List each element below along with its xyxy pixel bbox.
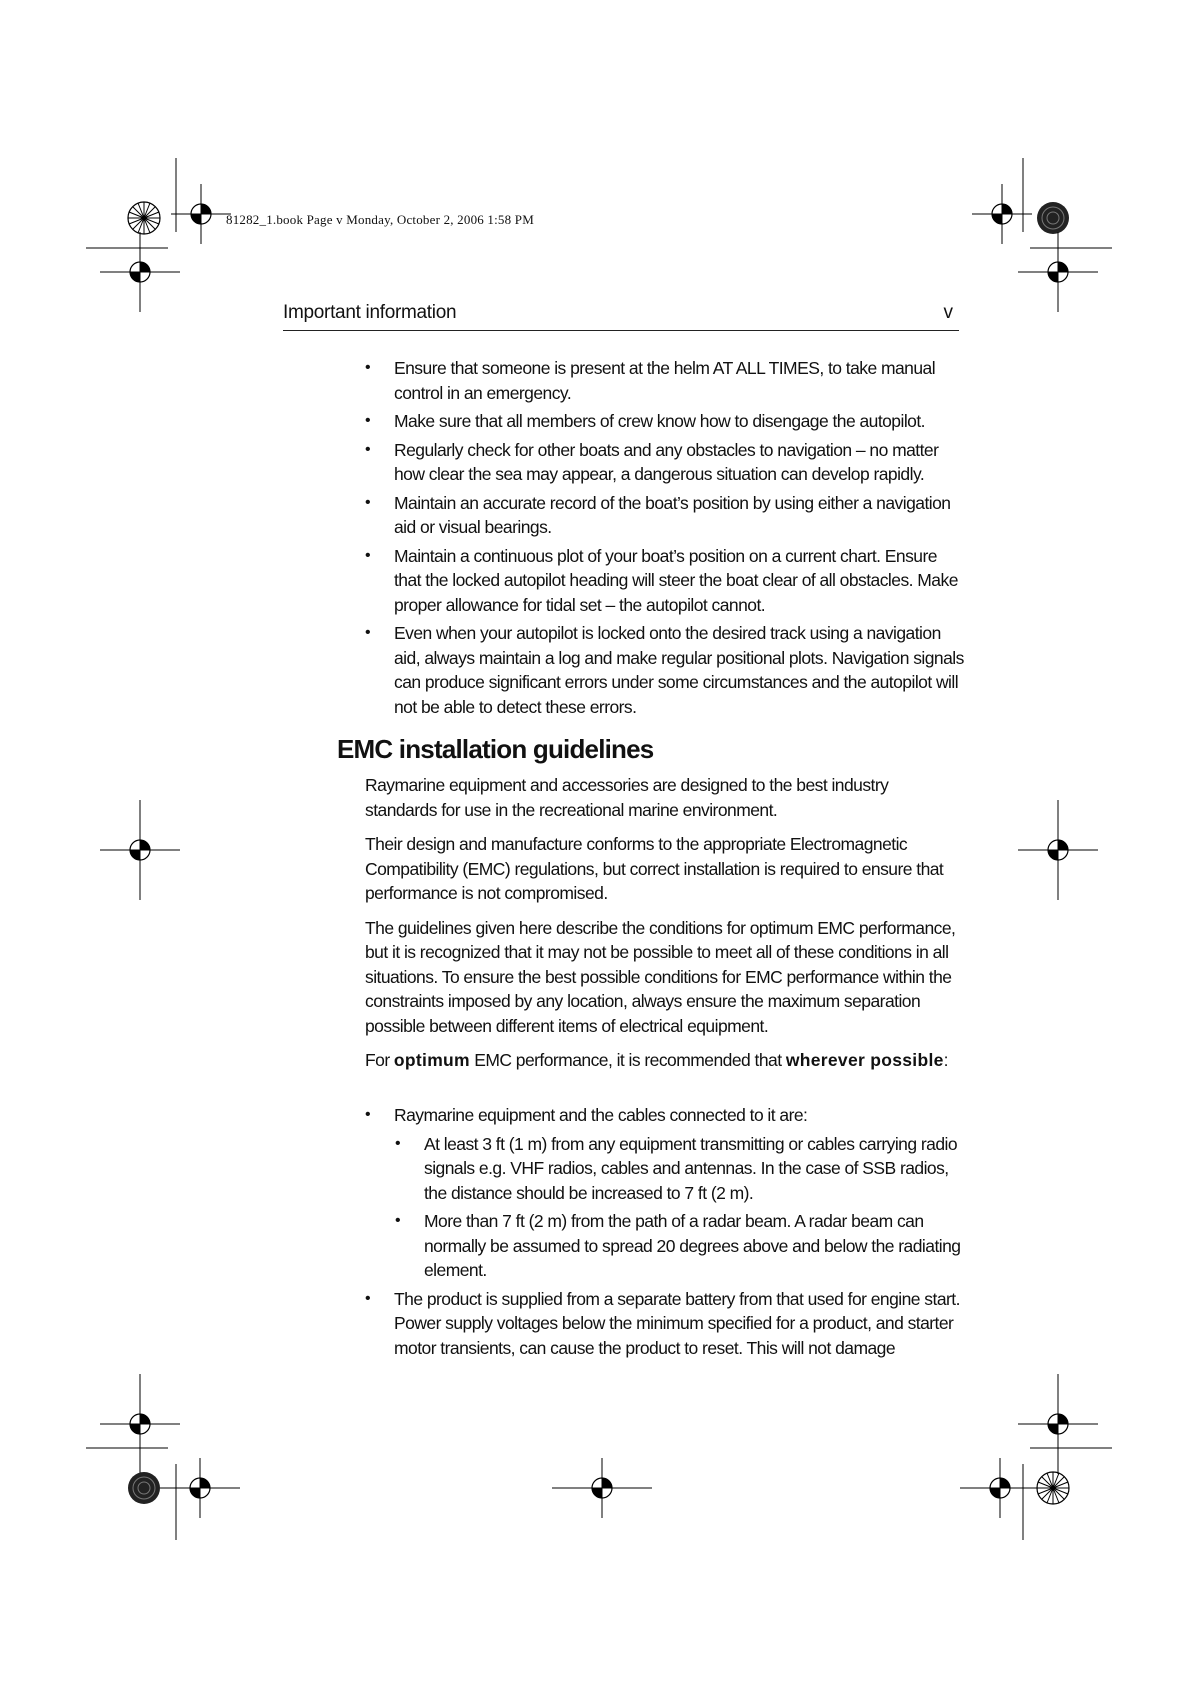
registration-mark-upper-right	[1018, 232, 1098, 312]
bullet-icon: •	[365, 1289, 371, 1307]
starburst-mark-top-left	[126, 200, 162, 236]
bullet-icon: •	[395, 1212, 401, 1229]
recommend-bold-optimum: optimum	[393, 1050, 470, 1070]
bullet-icon: •	[365, 624, 371, 641]
list-item	[364, 438, 964, 487]
registration-mark-bottom-left	[160, 1458, 240, 1518]
emc-body	[365, 773, 963, 1083]
sub-list	[394, 1132, 964, 1283]
safety-bullet-list	[364, 356, 964, 723]
recommend-middle: EMC performance, it is recommended that	[469, 1050, 786, 1070]
registration-mark-upper-left	[100, 232, 180, 312]
bullet-icon: •	[365, 440, 371, 458]
list-item	[364, 544, 964, 618]
section-heading: EMC installation guidelines	[337, 734, 654, 764]
bullet-icon: •	[365, 412, 371, 429]
page-number: v	[943, 302, 953, 323]
list-item-text: Ensure that someone is present at the helm AT ALL TIMES, to take manual control in an emergency.	[394, 358, 936, 403]
bullet-icon: •	[365, 1106, 371, 1123]
recommend-bold-wherever: wherever possible	[785, 1050, 944, 1070]
list-item	[364, 1103, 964, 1283]
sub-list-item	[394, 1209, 964, 1283]
registration-mark-bottom-right	[960, 1458, 1040, 1518]
bullet-icon: •	[395, 1134, 401, 1152]
list-item-text: Even when your autopilot is locked onto the desired track using a navigation aid, always maintain a log and make regular positional plots. Navigation signals can produce significant errors under some circumstances and the autopilot will not be able to detect these errors.	[394, 623, 964, 717]
list-item-text: Make sure that all members of crew know how to disengage the autopilot.	[394, 411, 925, 431]
running-header-title: Important information	[283, 302, 457, 323]
dark-disc-mark-bottom-left	[126, 1470, 162, 1506]
registration-mark-mid-right	[1018, 800, 1098, 900]
list-item	[364, 491, 964, 540]
bullet-icon: •	[365, 546, 371, 564]
pdf-meta-line: 81282_1.book Page v Monday, October 2, 2006 1:58 PM	[226, 212, 534, 227]
sub-list-item-text: At least 3 ft (1 m) from any equipment transmitting or cables carrying radio signals e.g. VHF radios, cables and antennas. In the case of SSB radios, the distance should be increased to 7 ft (2 m).	[424, 1133, 958, 1203]
registration-mark-top-left	[171, 184, 231, 244]
sub-list-item-text: More than 7 ft (2 m) from the path of a radar beam. A radar beam can normally be assumed to spread 20 degrees above and below the radiating element.	[424, 1211, 961, 1280]
paragraph: The guidelines given here describe the conditions for optimum EMC performance, but it is recognized that it may not be possible to meet all of these conditions in all situations. To ensure the best possible conditions for EMC performance within the constraints imposed by any location, always ensure the maximum separation possible between different items of electrical equipment.	[365, 917, 956, 1036]
starburst-mark-bottom-right	[1035, 1470, 1071, 1506]
emc-bullet-list	[364, 1103, 964, 1364]
list-item-text: Regularly check for other boats and any obstacles to navigation – no matter how clear the sea may appear, a dangerous situation can develop rapidly.	[394, 439, 939, 484]
list-item	[364, 1287, 964, 1361]
bullet-icon: •	[365, 359, 371, 376]
list-item-text: The product is supplied from a separate battery from that used for engine start. Power supply voltages below the minimum specified for a product, and starter motor transients, can cause the product to reset. This will not damage	[394, 1288, 960, 1358]
sub-list-item	[394, 1132, 964, 1206]
running-header	[283, 302, 959, 331]
list-item	[364, 356, 964, 405]
dark-disc-mark-top-right	[1035, 200, 1071, 236]
list-item-text: Maintain an accurate record of the boat’s position by using either a navigation aid or visual bearings.	[394, 492, 951, 537]
recommendation-paragraph	[365, 1048, 963, 1073]
recommend-prefix: For	[365, 1050, 394, 1070]
paragraph: Their design and manufacture conforms to the appropriate Electromagnetic Compatibility (EMC) regulations, but correct installation is required to ensure that performance is not compromised.	[365, 834, 944, 903]
paragraph: Raymarine equipment and accessories are designed to the best industry standards for use in the recreational marine environment.	[365, 775, 889, 820]
list-item	[364, 409, 964, 434]
list-item	[364, 621, 964, 719]
registration-mark-bottom-center	[552, 1458, 652, 1518]
list-item-text: Raymarine equipment and the cables connected to it are:	[394, 1105, 808, 1125]
registration-mark-mid-left	[100, 800, 180, 900]
recommend-suffix: :	[943, 1050, 948, 1070]
list-item-text: Maintain a continuous plot of your boat’s position on a current chart. Ensure that the locked autopilot heading will steer the boat clear of all obstacles. Make proper allowance for tidal set – the autopilot cannot.	[394, 545, 958, 615]
bullet-icon: •	[365, 493, 371, 511]
